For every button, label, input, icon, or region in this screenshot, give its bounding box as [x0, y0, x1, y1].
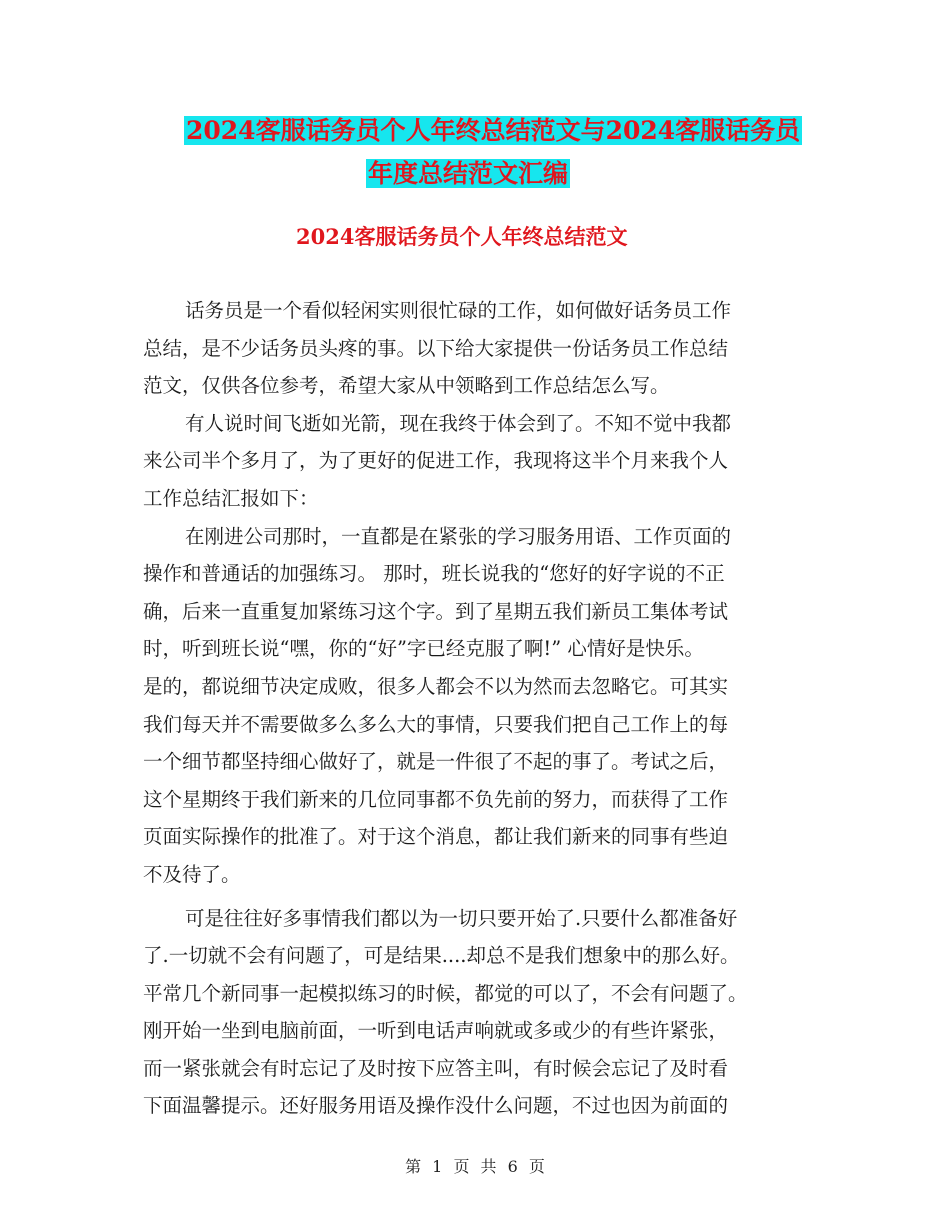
paragraph-line: 在刚进公司那时，一直都是在紧张的学习服务用语、工作页面的 [185, 524, 732, 548]
document-title-line-1 [184, 114, 802, 148]
body-text [143, 292, 823, 1125]
paragraph-line: 页面实际操作的批准了。对于这个消息，都让我们新来的同事有些迫 [143, 825, 729, 849]
paragraph-line: 操作和普通话的加强练习。 那时，班长说我的“您好的好字说的不正 [143, 562, 725, 586]
paragraph-line: 话务员是一个看似轻闲实则很忙碌的工作，如何做好话务员工作 [185, 299, 732, 322]
document-title-line-2 [366, 157, 570, 191]
title-highlight: 年度总结范文汇编 [368, 159, 569, 188]
paragraph-line: 是的，都说细节决定成败，很多人都会不以为然而去忽略它。可其实 [143, 674, 729, 698]
paragraph-line: 而一紧张就会有时忘记了及时按下应答主叫，有时候会忘记了及时看 [143, 1056, 729, 1080]
paragraph-line: 工作总结汇报如下： [143, 486, 319, 510]
paragraph-line: 刚开始一坐到电脑前面，一听到电话声响就或多或少的有些许紧张， [143, 1019, 729, 1043]
paragraph-line: 一个细节都坚持细心做好了，就是一件很了不起的事了。考试之后， [143, 750, 729, 774]
paragraph-line: 我们每天并不需要做多么多么大的事情，只要我们把自己工作上的每 [143, 712, 729, 736]
section-heading: 2024客服话务员个人年终总结范文 [296, 224, 628, 249]
paragraph-line: 时，听到班长说“嘿，你的“好”字已经克服了啊!” 心情好是快乐。 [143, 637, 704, 661]
page-footer: 第 1 页 共 6 页 [405, 1157, 545, 1176]
title-highlight: 2024客服话务员个人年终总结范文与2024客服话务员 [186, 116, 801, 145]
paragraph-line: 不及待了。 [143, 862, 241, 886]
paragraph-line: 可是往往好多事情我们都以为一切只要开始了.只要什么都准备好 [185, 906, 738, 930]
paragraph-line: 范文，仅供各位参考，希望大家从中领略到工作总结怎么写。 [143, 374, 670, 398]
paragraph-line: 总结，是不少话务员头疼的事。以下给大家提供一份话务员工作总结 [143, 336, 729, 360]
paragraph-line: 平常几个新同事一起模拟练习的时候，都觉的可以了，不会有问题了。 [143, 981, 748, 1005]
paragraph-line: 这个星期终于我们新来的几位同事都不负先前的努力，而获得了工作 [143, 787, 729, 811]
paragraph-line: 有人说时间飞逝如光箭，现在我终于体会到了。不知不觉中我都 [185, 411, 732, 435]
paragraph-line: 下面温馨提示。还好服务用语及操作没什么问题，不过也因为前面的 [143, 1094, 729, 1118]
paragraph-line: 确，后来一直重复加紧练习这个字。到了星期五我们新员工集体考试 [143, 599, 729, 623]
paragraph-line: 了.一切就不会有问题了，可是结果....却总不是我们想象中的那么好。 [143, 944, 740, 968]
paragraph-line: 来公司半个多月了，为了更好的促进工作，我现将这半个月来我个人 [143, 449, 729, 473]
